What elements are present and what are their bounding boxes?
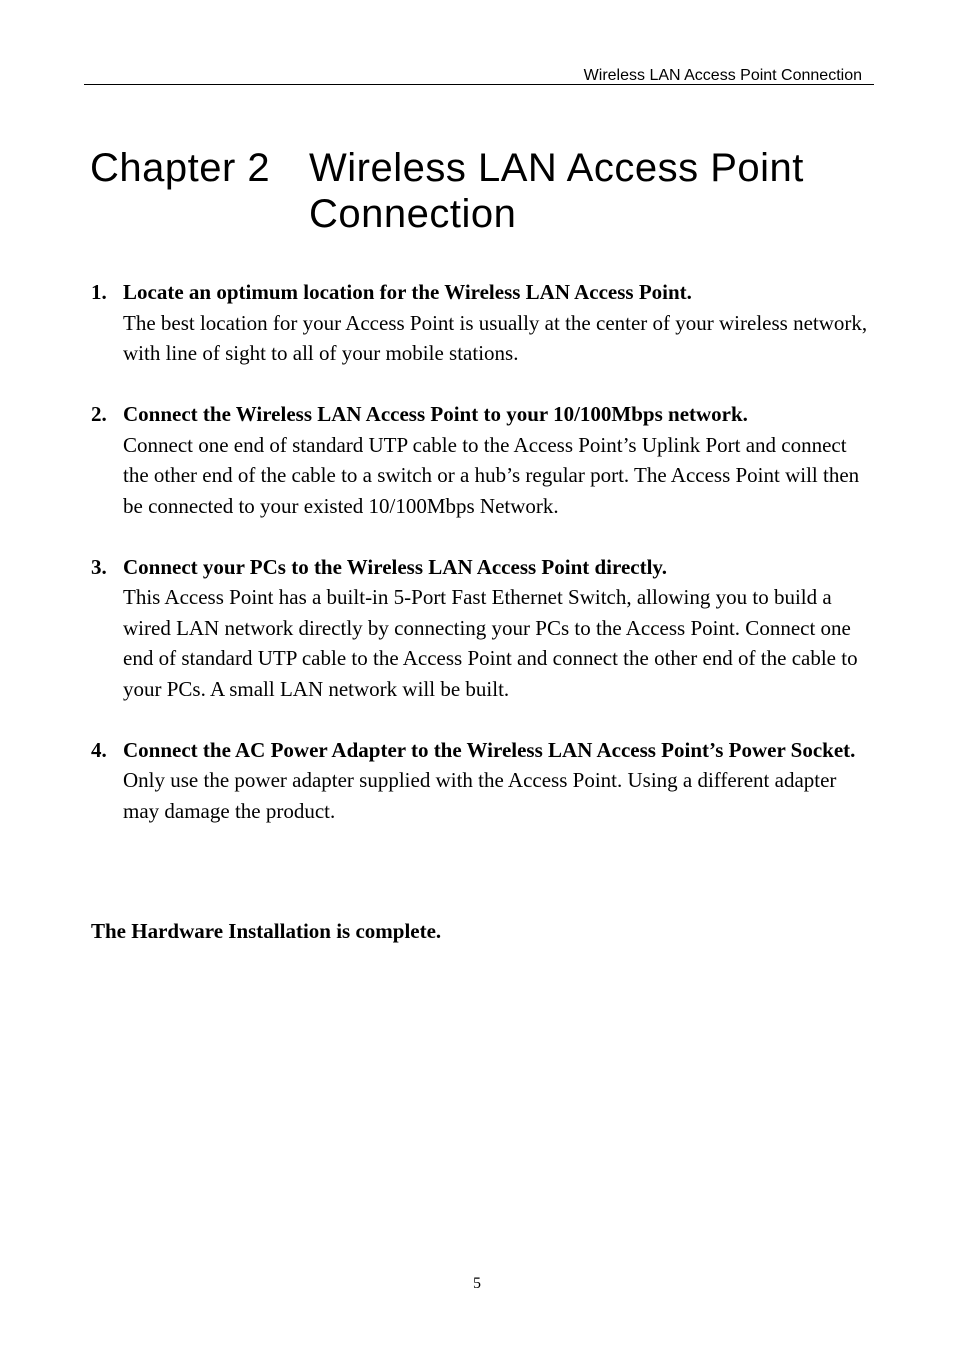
- step-heading: Connect your PCs to the Wireless LAN Access Point directly.: [123, 554, 668, 579]
- installation-steps: [91, 277, 871, 857]
- step-number: 1.: [91, 280, 107, 304]
- step-1: [91, 277, 871, 369]
- step-text: This Access Point has a built-in 5-Port Fast Ethernet Switch, allowing you to build a wired LAN network directly by connecting your PCs to the Access Point. Connect one end of standard UTP cable to the Access Point and connect the other end of the cable to your PCs. A small LAN network will be built.: [123, 585, 858, 701]
- step-number: 2.: [91, 402, 107, 426]
- step-heading: Locate an optimum location for the Wireless LAN Access Point.: [123, 280, 692, 304]
- step-3: [91, 552, 871, 705]
- step-heading: Connect the AC Power Adapter to the Wireless LAN Access Point’s Power Socket.: [123, 737, 856, 762]
- chapter-number: Chapter 2: [90, 146, 271, 190]
- completion-note: The Hardware Installation is complete.: [91, 919, 442, 943]
- step-number: 4.: [91, 737, 107, 762]
- chapter-name: Wireless LAN Access Point Connection: [309, 146, 804, 236]
- step-text: Connect one end of standard UTP cable to the Access Point’s Uplink Port and connect the other end of the cable to a switch or a hub’s regular port. The Access Point will then be connected to your existed 10/100Mbps Network.: [123, 432, 860, 518]
- step-number: 3.: [91, 554, 107, 579]
- step-heading: Connect the Wireless LAN Access Point to your 10/100Mbps network.: [123, 402, 748, 426]
- running-header-title: Wireless LAN Access Point Connection: [583, 67, 862, 84]
- step-4: [91, 735, 871, 827]
- page-number: 5: [473, 1275, 481, 1292]
- running-header: [84, 66, 874, 85]
- step-2: [91, 399, 871, 521]
- step-text: Only use the power adapter supplied with the Access Point. Using a different adapter may damage the product.: [123, 768, 837, 823]
- step-text: The best location for your Access Point is usually at the center of your wireless network, with line of sight to all of your mobile stations.: [123, 310, 868, 365]
